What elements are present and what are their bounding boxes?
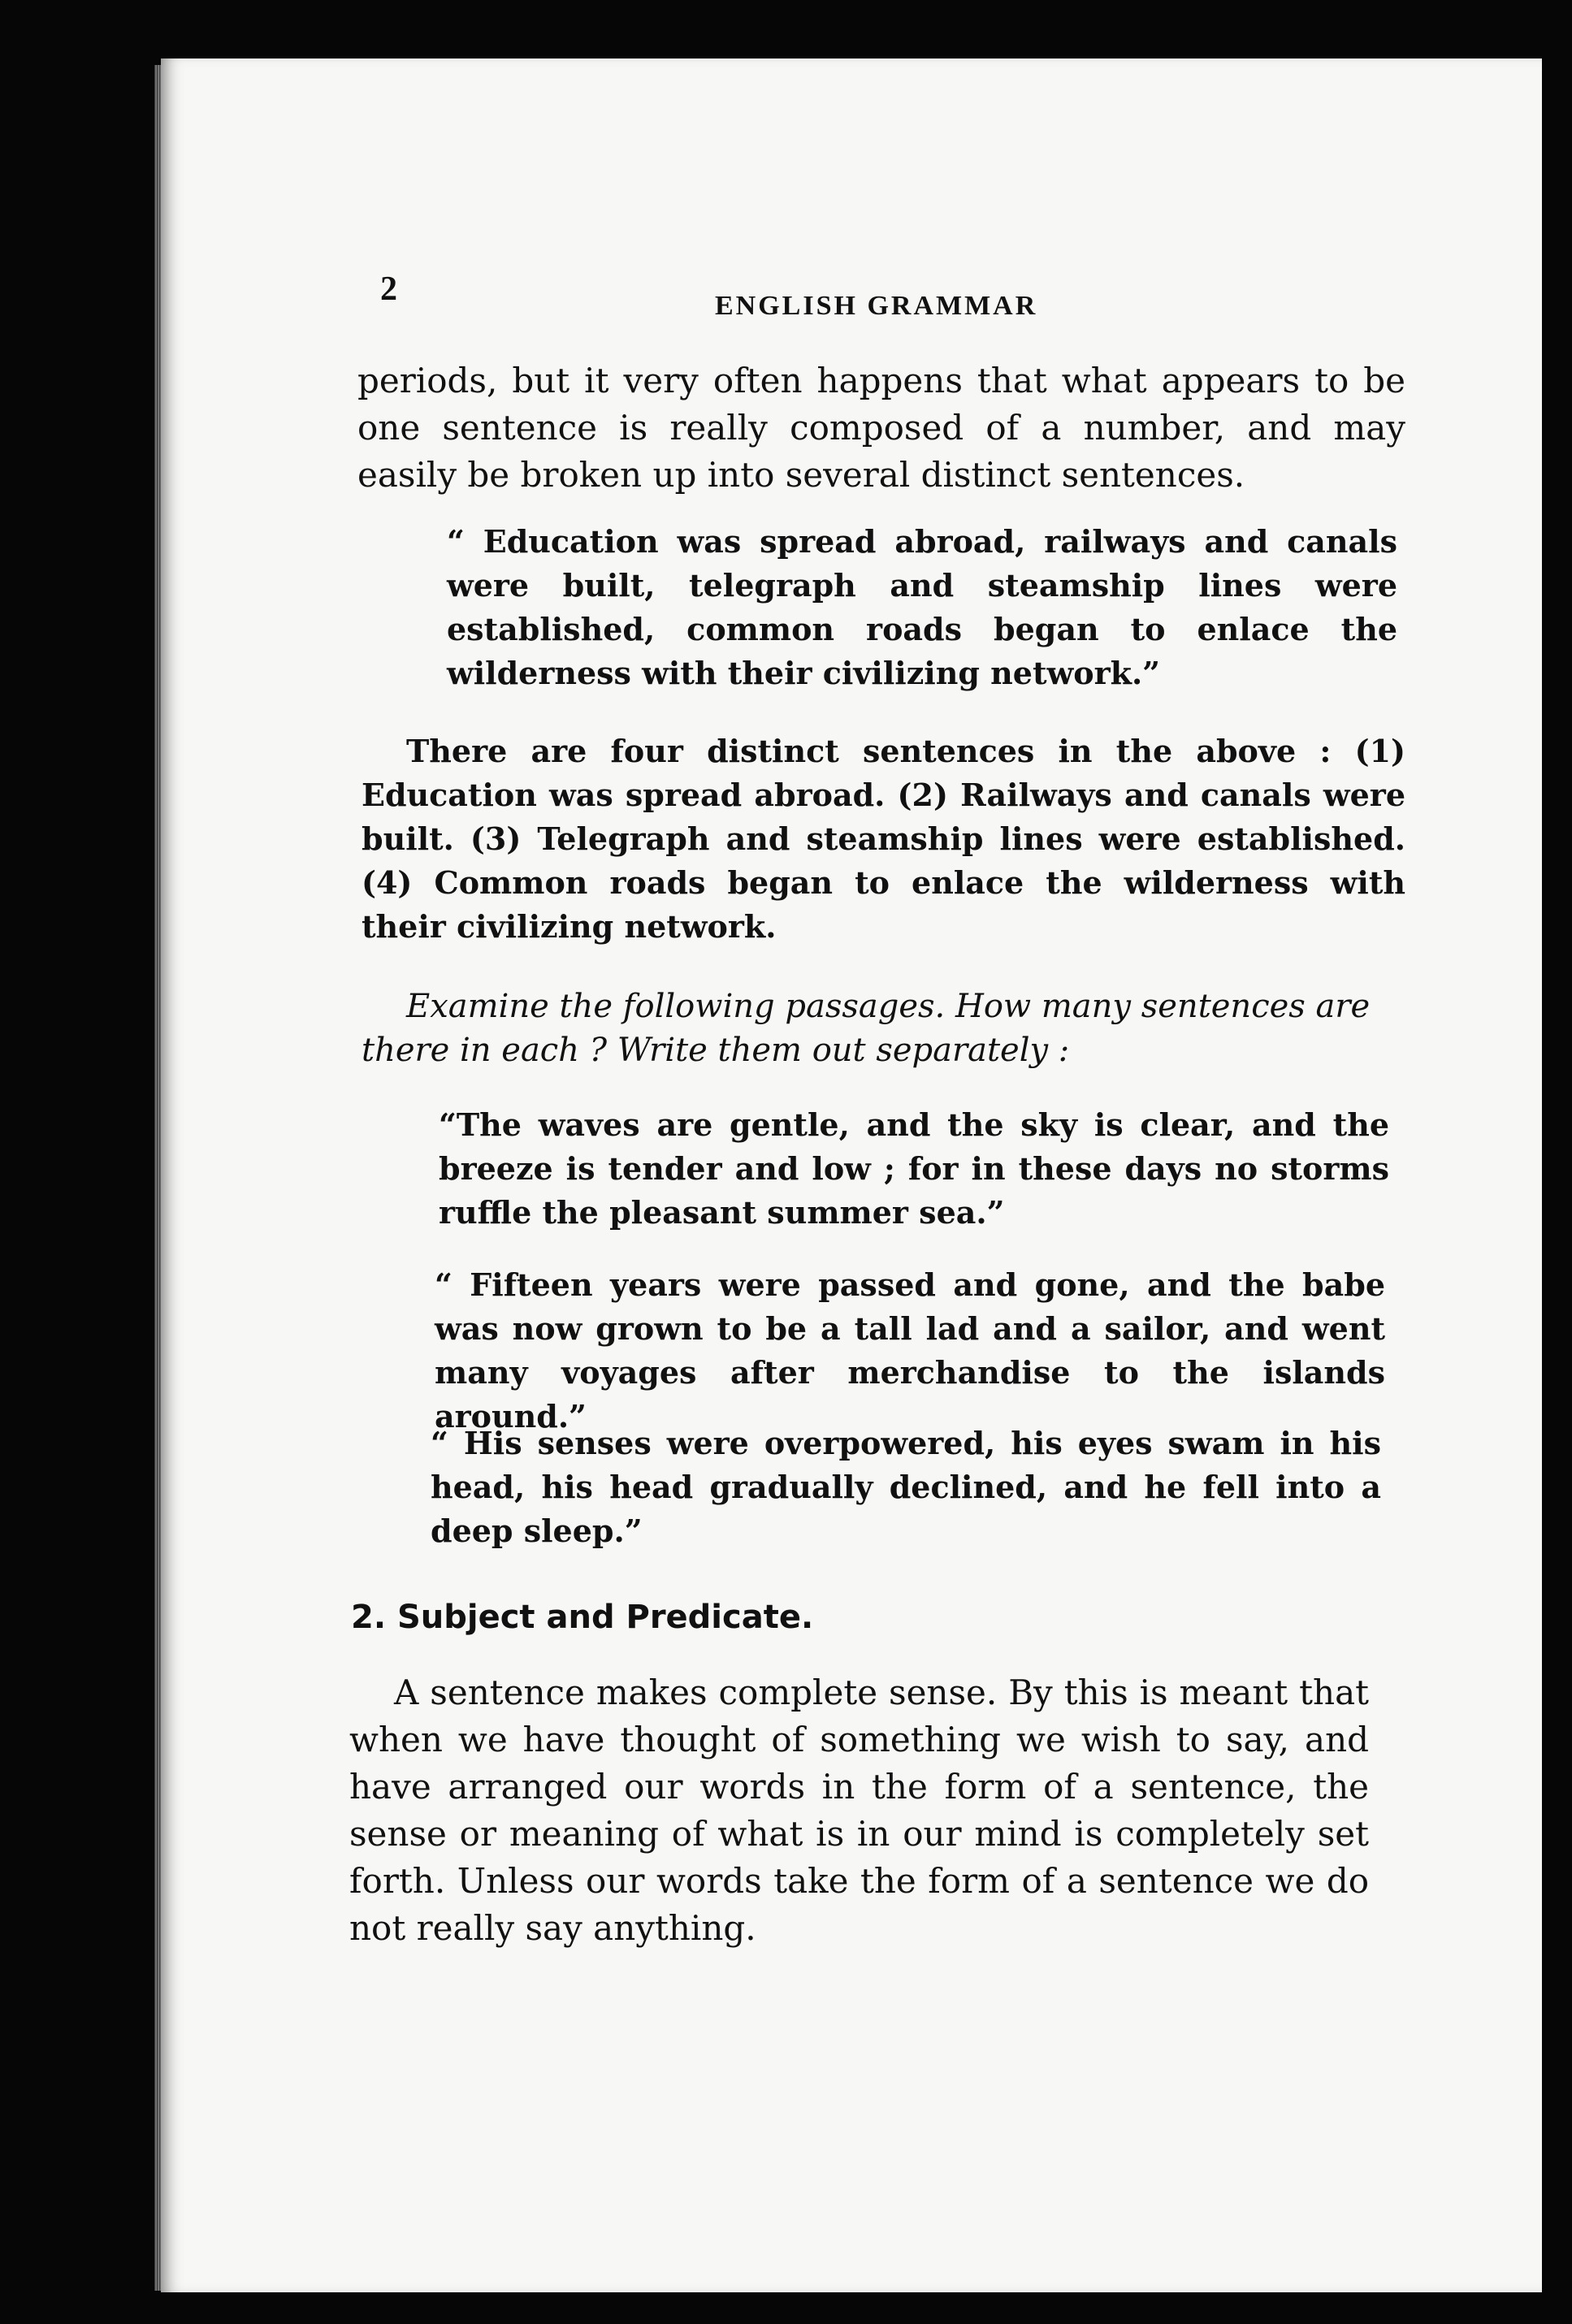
instruction-block <box>362 985 1405 1072</box>
section-heading-block <box>351 1599 1399 1636</box>
exercise-instruction: Examine the following passages. How many sentences are there in each ? Write them out separately : <box>362 988 1371 1069</box>
passage-senses: “ His senses were overpowered, his eyes swam in his head, his head gradually declined, and he fell into a deep sleep.” <box>431 1425 1381 1549</box>
passage-waves: “The waves are gentle, and the sky is clear, and the breeze is tender and low ; for in these days no storms ruffle the pleasant summer sea.” <box>439 1106 1389 1231</box>
intro-paragraph-block <box>357 357 1405 499</box>
section-heading: 2. Subject and Predicate. <box>351 1599 814 1636</box>
explanation-block <box>362 729 1405 949</box>
running-head: ENGLISH GRAMMAR <box>715 291 1038 321</box>
intro-paragraph: periods, but it very often happens that what appears to be one sentence is really composed of a number, and may easily be broken up into several distinct sentences. <box>357 361 1405 495</box>
section-paragraph-block <box>349 1669 1369 1952</box>
explanation-paragraph: There are four distinct sentences in the above : (1) Education was spread abroad. (2) Railways and canals were built. (3) Telegraph and steamship lines were established. (4) Common roads began to enlace the wilderness with their civilizing network. <box>362 733 1405 945</box>
section-paragraph: A sentence makes complete sense. By this is meant that when we have thought of something we wish to say, and have arranged our words in the form of a sentence, the sense or meaning of what is in our mind is completely set forth. Unless our words take the form of a sentence we do not really say anything. <box>349 1673 1369 1948</box>
passage-fifteen-years: “ Fifteen years were passed and gone, and the babe was now grown to be a tall lad and a sailor, and went many voyages after merchandise to the islands around.” <box>435 1266 1385 1435</box>
quote-block-1 <box>447 520 1397 695</box>
page-number: 2 <box>380 270 397 308</box>
quote-education: “ Education was spread abroad, railways and canals were built, telegraph and steamship lines were established, common roads began to enlace the wilderness with their civilizing network.” <box>447 523 1397 691</box>
passage-block-1 <box>439 1103 1389 1235</box>
passage-block-2 <box>435 1263 1385 1439</box>
passage-block-3 <box>431 1422 1381 1553</box>
